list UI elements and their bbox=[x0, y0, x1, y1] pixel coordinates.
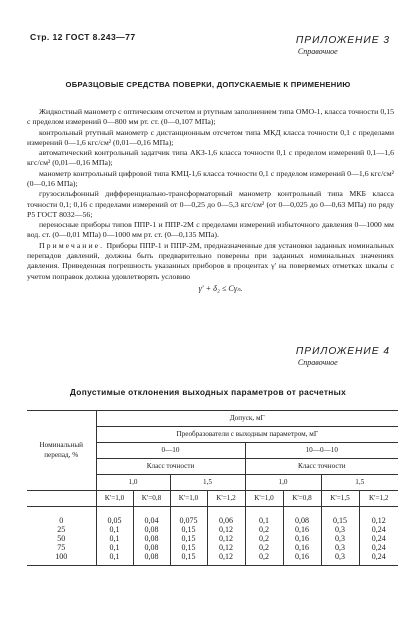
paragraph: автоматический контрольный задатчик типа АКЗ-1,6 класса точности 0,1 с пределом измерений 0,1—1,6 кгс/см² (0,01—0,16 МПа); bbox=[27, 148, 394, 168]
value-cell: 0,3 bbox=[321, 552, 359, 566]
paragraph: контрольный ртутный манометр с дистанционным отсчетом типа МКД класса точности 0,1 с пределами измерений 0—1,6 кгс/см² (0,01—0,16 МПа); bbox=[27, 127, 394, 147]
value-cell: 0,3 bbox=[321, 525, 359, 534]
pct-cell: 75 bbox=[27, 543, 96, 552]
value-cell: 0,04 bbox=[133, 507, 170, 526]
value-cell: 0,1 bbox=[245, 507, 283, 526]
paragraph: грузосильфонный дифференциально-трансформаторный манометр контрольный типа МКБ класса точности 0,1; 0,16 с пределами измерений от 0—0,25 до 0—5,3 кгс/см² (от 0—0,025 до 0—0,63 МПа) по ряду Р5 ГОСТ 8032—56; bbox=[27, 189, 394, 219]
value-cell: 0,1 bbox=[96, 534, 133, 543]
appendix-3-title: ПРИЛОЖЕНИЕ 3 bbox=[295, 35, 390, 46]
table-row bbox=[27, 543, 398, 552]
k-header: K'=1,0 bbox=[245, 491, 283, 507]
value-cell: 0,12 bbox=[207, 543, 245, 552]
paragraph: манометр контрольный цифровой типа КМЦ-1,6 класса точности 0,1 с пределом измерений 0—1,6 кгс/см² (0—0,16 МПа); bbox=[27, 168, 394, 188]
class-header-2: Класс точности bbox=[245, 459, 398, 475]
value-cell: 0,15 bbox=[170, 543, 207, 552]
paragraph: Жидкостный манометр с оптическим отсчетом и ртутным заполнением типа ОМО-1, класса точности 0,15 с пределом измерений 0—800 мм рт. ст. (0—0,107 МПа); bbox=[27, 107, 394, 127]
stub-header-cell bbox=[27, 411, 96, 491]
value-cell: 0,08 bbox=[133, 534, 170, 543]
value-cell: 0,12 bbox=[359, 507, 398, 526]
k-header: K'=0,8 bbox=[133, 491, 170, 507]
value-cell: 0,06 bbox=[207, 507, 245, 526]
pct-cell: 0 bbox=[27, 507, 96, 526]
paragraph: переносные приборы типов ППР-1 и ППР-2М с пределами измерений избыточного давления 0—1000 мм вод. ст. (0—0,01 МПа) 0—1000 мм рт. ст. (0—0,135 МПа). bbox=[27, 220, 394, 240]
note-text: Приборы ППР-1 и ППР-2М, предназначенные для установки заданных номинальных перепадов давлений, должны быть предварительно поверены при заданных номинальных значениях давления. Приведенная погрешность указанных приборов в процентах γ' на поверяемых отметках шкалы с учетом поправок должна удовлетворять условию bbox=[27, 240, 394, 281]
value-cell: 0,1 bbox=[96, 525, 133, 534]
k-header: K'=1,0 bbox=[96, 491, 133, 507]
k-header: K'=0,8 bbox=[283, 491, 321, 507]
tolerance-table bbox=[27, 410, 398, 566]
value-cell: 0,2 bbox=[245, 543, 283, 552]
page-header: Стр. 12 ГОСТ 8.243—77 bbox=[30, 32, 136, 42]
value-cell: 0,075 bbox=[170, 507, 207, 526]
value-cell: 0,16 bbox=[283, 543, 321, 552]
value-cell: 0,24 bbox=[359, 543, 398, 552]
formula: γ' + δ₂ ≤ Cγₙ. bbox=[198, 283, 243, 293]
note-paragraph bbox=[27, 241, 394, 282]
value-cell: 0,24 bbox=[359, 525, 398, 534]
value-cell: 0,3 bbox=[321, 543, 359, 552]
value-cell: 0,15 bbox=[321, 507, 359, 526]
appendix-4-subtitle: Справочное bbox=[297, 358, 338, 368]
value-cell: 0,1 bbox=[96, 552, 133, 566]
stub-header: Номинальный перепад, % bbox=[39, 441, 84, 459]
pct-cell: 50 bbox=[27, 534, 96, 543]
value-cell: 0,15 bbox=[170, 552, 207, 566]
value-cell: 0,08 bbox=[133, 552, 170, 566]
value-cell: 0,3 bbox=[321, 534, 359, 543]
value-cell: 0,2 bbox=[245, 525, 283, 534]
value-cell: 0,1 bbox=[96, 543, 133, 552]
value-cell: 0,08 bbox=[133, 543, 170, 552]
class-value: 1,0 bbox=[96, 475, 170, 491]
k-header: K'=1,0 bbox=[170, 491, 207, 507]
tolerance-header: Допуск, мГ bbox=[96, 411, 398, 427]
stub-spacer bbox=[27, 491, 96, 507]
value-cell: 0,24 bbox=[359, 534, 398, 543]
table-row bbox=[27, 507, 398, 526]
table-body bbox=[27, 507, 398, 566]
value-cell: 0,16 bbox=[283, 552, 321, 566]
table-row bbox=[27, 534, 398, 543]
class-value: 1,5 bbox=[170, 475, 245, 491]
value-cell: 0,08 bbox=[283, 507, 321, 526]
body-text bbox=[27, 107, 394, 295]
k-header: K'=1,2 bbox=[359, 491, 398, 507]
value-cell: 0,2 bbox=[245, 534, 283, 543]
value-cell: 0,15 bbox=[170, 525, 207, 534]
k-header: K'=1,2 bbox=[207, 491, 245, 507]
table-row bbox=[27, 552, 398, 566]
value-cell: 0,24 bbox=[359, 552, 398, 566]
appendix-3-subtitle: Справочное bbox=[297, 47, 338, 57]
value-cell: 0,05 bbox=[96, 507, 133, 526]
pct-cell: 100 bbox=[27, 552, 96, 566]
value-cell: 0,16 bbox=[283, 525, 321, 534]
table-title: Допустимые отклонения выходных параметров от расчетных bbox=[69, 387, 347, 397]
class-header-1: Класс точности bbox=[96, 459, 245, 475]
value-cell: 0,16 bbox=[283, 534, 321, 543]
table-row bbox=[27, 525, 398, 534]
section-title: ОБРАЗЦОВЫЕ СРЕДСТВА ПОВЕРКИ, ДОПУСКАЕМЫЕ К ПРИМЕНЕНИЮ bbox=[65, 80, 351, 89]
class-value: 1,5 bbox=[321, 475, 398, 491]
class-value: 1,0 bbox=[245, 475, 321, 491]
pct-cell: 25 bbox=[27, 525, 96, 534]
note-label: Примечание. bbox=[39, 240, 105, 250]
range-header-2: 10—0—10 bbox=[245, 443, 398, 459]
value-cell: 0,2 bbox=[245, 552, 283, 566]
param-header: Преобразователи с выходным параметром, мГ bbox=[96, 427, 398, 443]
appendix-3 bbox=[296, 34, 390, 58]
value-cell: 0,12 bbox=[207, 525, 245, 534]
value-cell: 0,08 bbox=[133, 525, 170, 534]
appendix-4 bbox=[296, 345, 390, 369]
k-header: K'=1,5 bbox=[321, 491, 359, 507]
value-cell: 0,15 bbox=[170, 534, 207, 543]
range-header-1: 0—10 bbox=[96, 443, 245, 459]
appendix-4-title: ПРИЛОЖЕНИЕ 4 bbox=[295, 346, 390, 357]
value-cell: 0,12 bbox=[207, 552, 245, 566]
value-cell: 0,12 bbox=[207, 534, 245, 543]
